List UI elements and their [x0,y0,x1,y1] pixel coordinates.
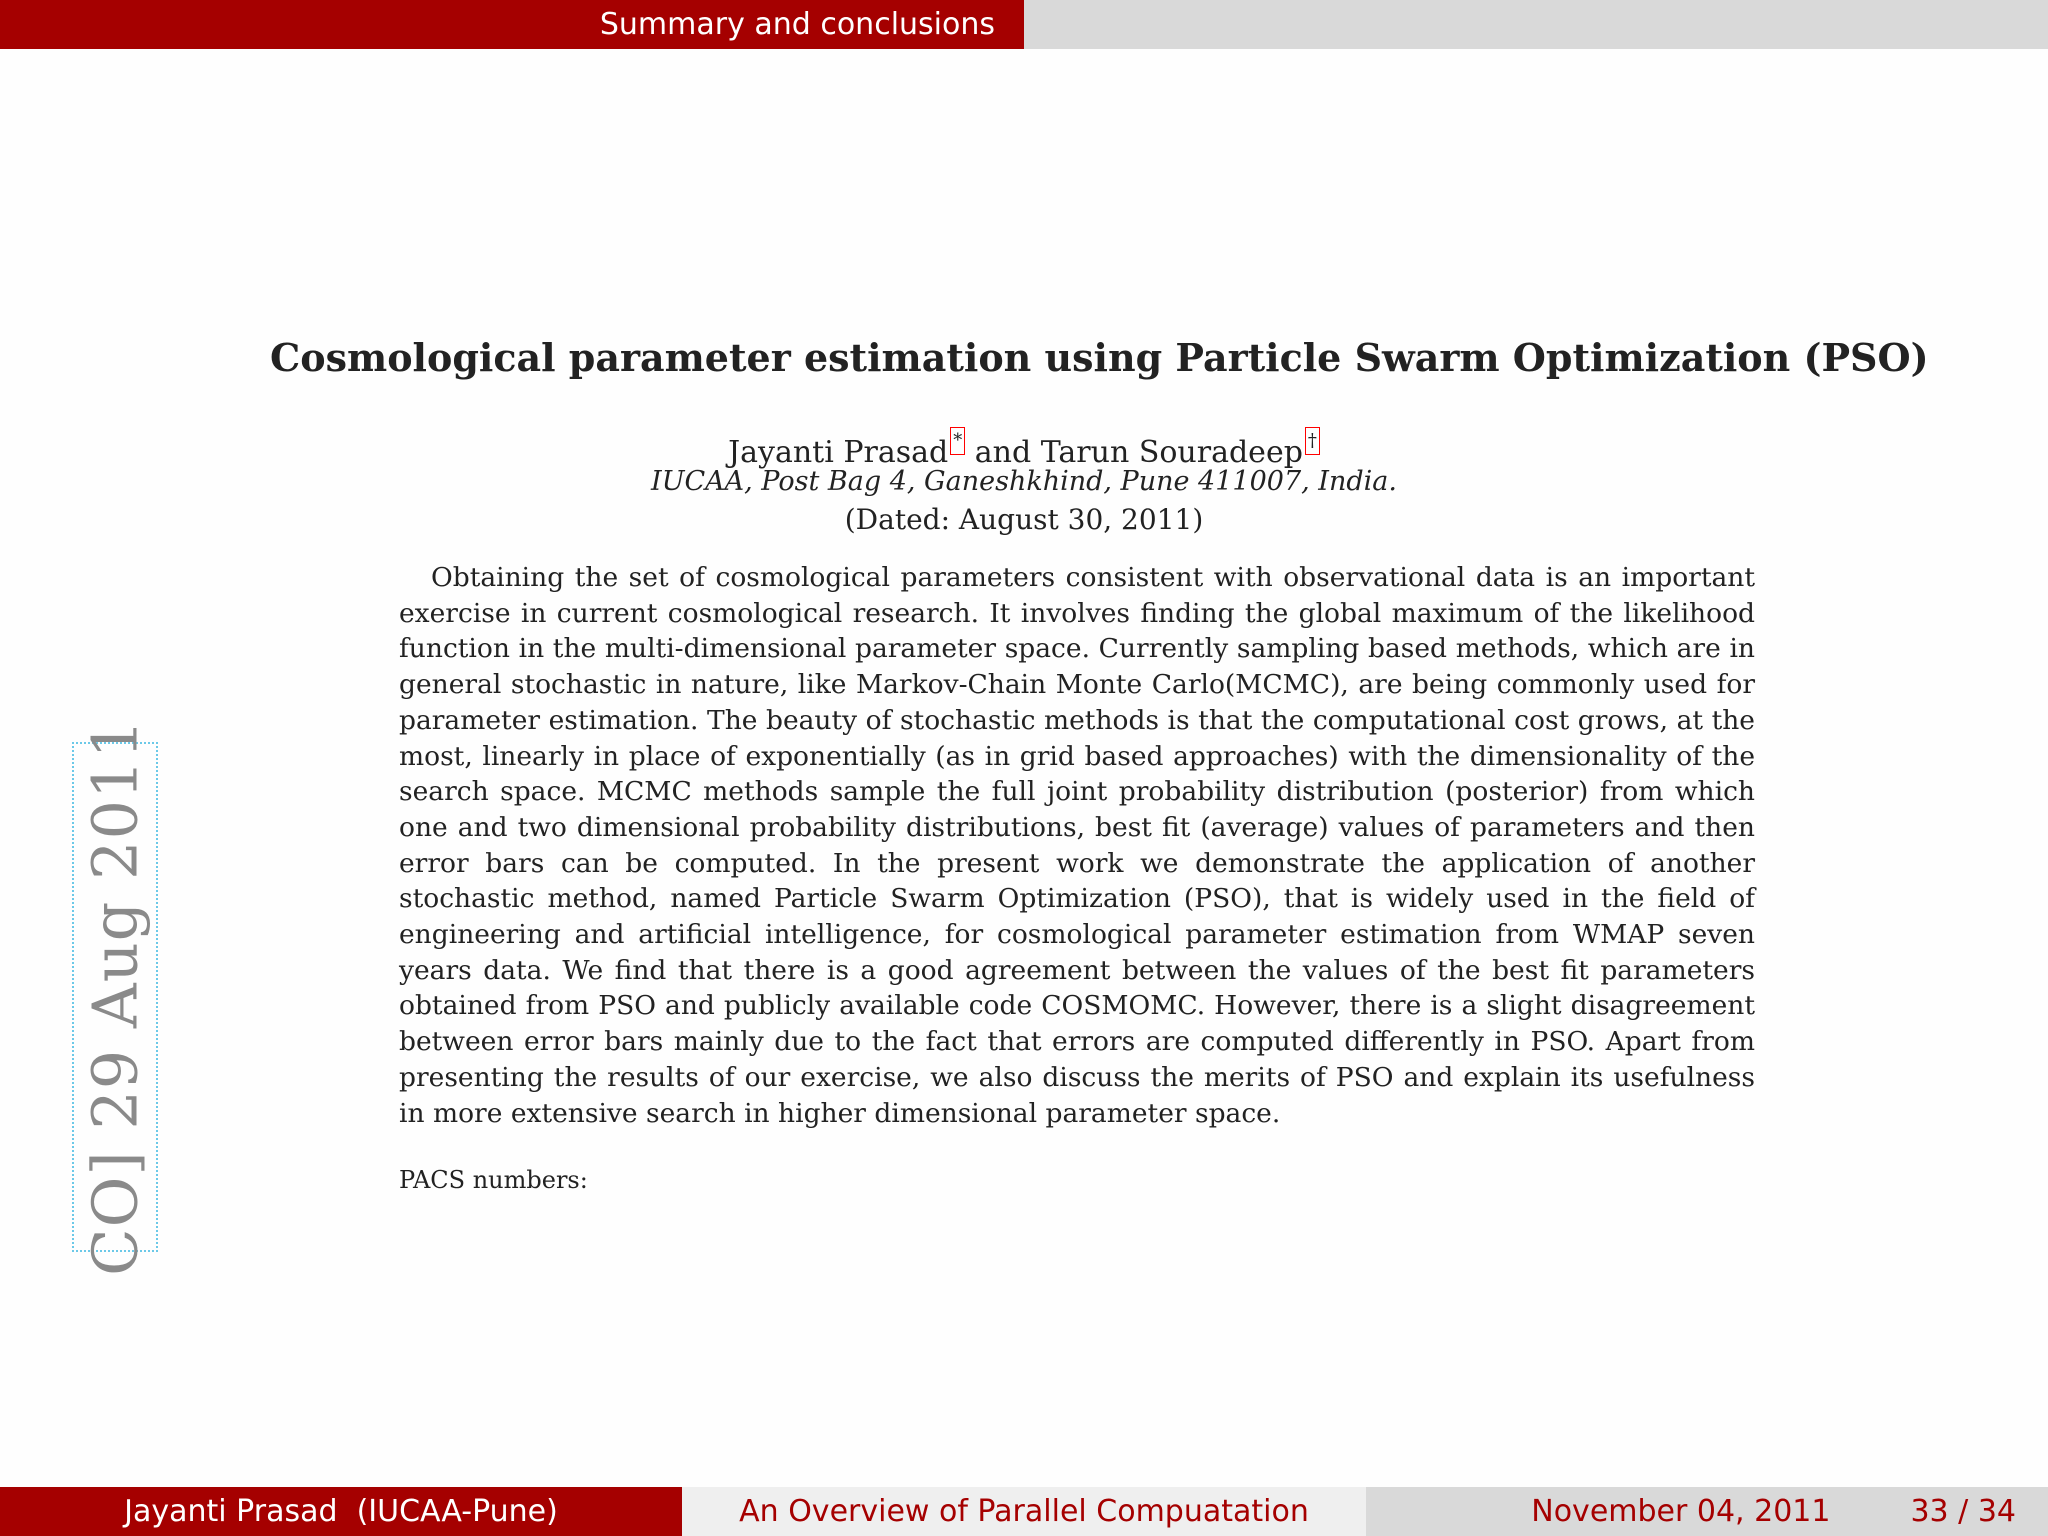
footer-talk-title: An Overview of Parallel Compuatation [682,1487,1366,1536]
footnote-link-1[interactable]: * [950,427,965,455]
section-title: Summary and conclusions [0,0,1024,49]
paper-title: Cosmological parameter estimation using Particle Swarm Optimization (PSO) [270,335,1929,380]
paper-date: (Dated: August 30, 2011) [844,503,1204,536]
arxiv-stamp-text: CO] 29 Aug 2011 [78,718,152,1276]
footnote-link-2[interactable]: † [1305,427,1320,455]
slide-footer [0,1487,2048,1536]
paper-affiliation: IUCAA, Post Bag 4, Ganeshkhind, Pune 411007, India. [651,466,1397,497]
footer-meta [1366,1487,2048,1536]
footer-page-number: 33 / 34 [1910,1494,2016,1529]
footer-date: November 04, 2011 [1531,1494,1831,1529]
author-2: Tarun Souradeep [1040,435,1303,470]
footer-author: Jayanti Prasad (IUCAA-Pune) [0,1487,682,1536]
paper-authors [0,427,2048,470]
author-1: Jayanti Prasad [728,435,949,470]
paper-abstract: Obtaining the set of cosmological parameters consistent with observational data is an important exercise in current cosmological research. It involves finding the global maximum of the likelihood function in the multi-dimensional parameter space. Currently sampling based methods, which are in general stochastic in nature, like Markov-Chain Monte Carlo(MCMC), are being commonly used for parameter estimation. The beauty of stochastic methods is that the computational cost grows, at the most, linearly in place of exponentially (as in grid based approaches) with the dimensionality of the search space. MCMC methods sample the full joint probability distribution (posterior) from which one and two dimensional probability distributions, best fit (average) values of parameters and then error bars can be computed. In the present work we demonstrate the application of another stochastic method, named Particle Swarm Optimization (PSO), that is widely used in the field of engineering and artificial intelligence, for cosmological parameter estimation from WMAP seven years data. We find that there is a good agreement between the values of the best fit parameters obtained from PSO and publicly available code COSMOMC. However, there is a slight disagreement between error bars mainly due to the fact that errors are computed differently in PSO. Apart from presenting the results of our exercise, we also discuss the merits of PSO and explain its usefulness in more extensive search in higher dimensional parameter space. [399,562,1755,1129]
author-separator: and [965,435,1041,470]
pacs-numbers: PACS numbers: [399,1166,588,1194]
